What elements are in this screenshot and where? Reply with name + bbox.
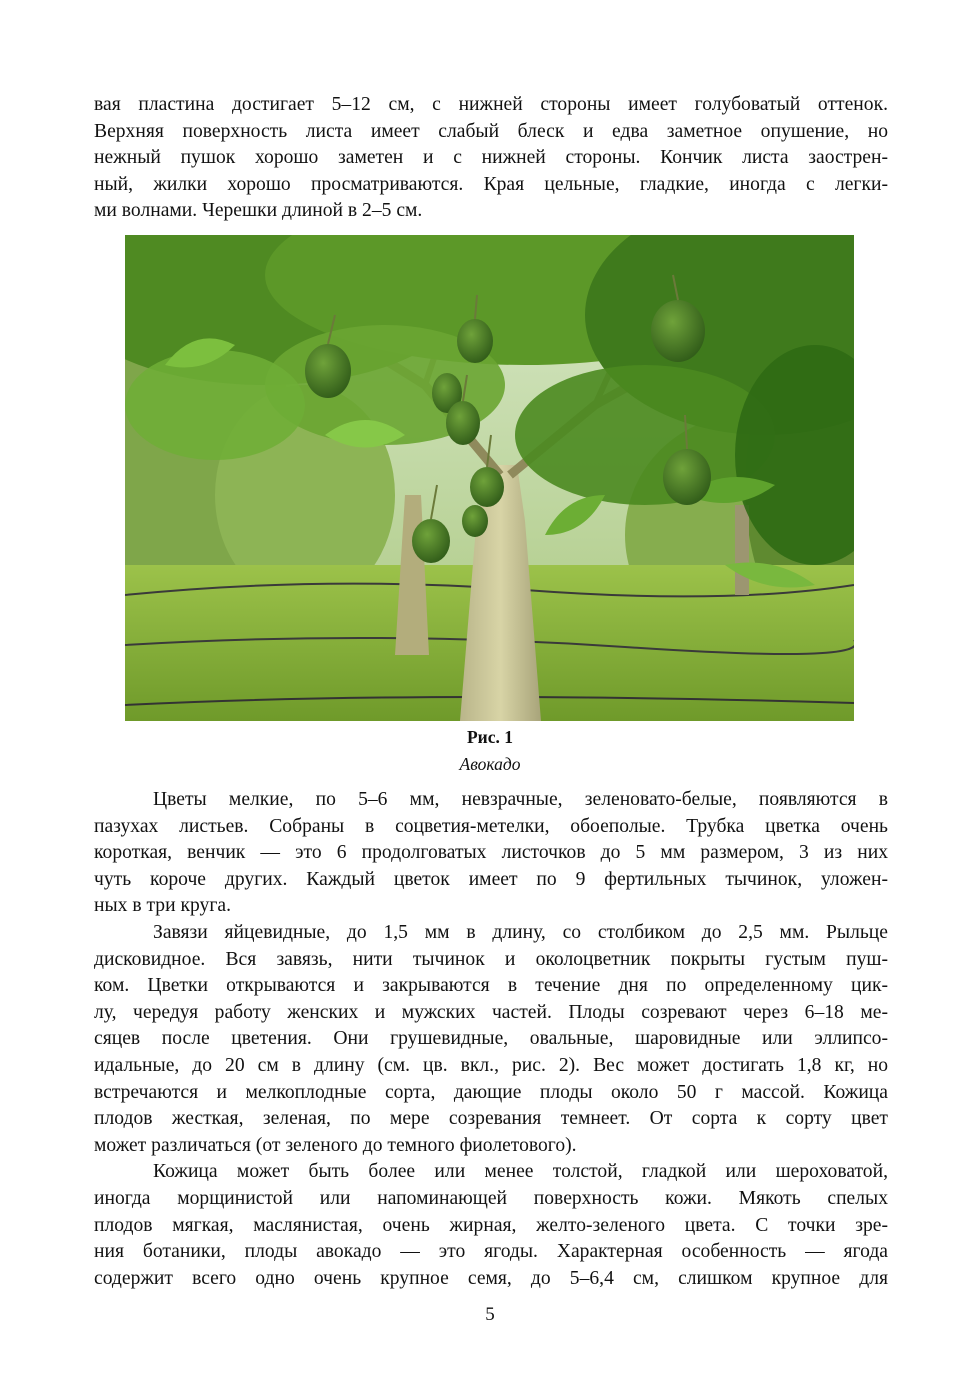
text-line: Верхняя поверхность листа имеет слабый блеск и едва заметное опушение, но: [94, 120, 888, 142]
text-line: Завязи яйцевидные, до 1,5 мм в длину, со столбиком до 2,5 мм. Рыльце: [153, 921, 888, 943]
page-number: 5: [485, 1304, 495, 1325]
figure-number: Рис. 1: [466, 727, 514, 747]
text-line: лу, чередуя работу женских и мужских частей. Плоды созревают через 6–18 ме-: [94, 1001, 888, 1023]
text-line: сяцев после цветения. Они грушевидные, овальные, шаровидные или эллипсо-: [94, 1028, 888, 1050]
text-line: Кожица может быть более или менее толстой, гладкой или шероховатой,: [153, 1161, 888, 1183]
text-line: ния ботаники, плоды авокадо — это ягоды. Характерная особенность — ягода: [94, 1241, 888, 1263]
avocado-tree-photo: [125, 235, 854, 721]
text-line: может различаться (от зеленого до темного фиолетового).: [94, 1134, 577, 1156]
body-text: [94, 787, 888, 1292]
text-line: Цветы мелкие, по 5–6 мм, невзрачные, зеленовато-белые, появляются в: [153, 789, 888, 810]
text-line: ный, жилки хорошо просматриваются. Края цельные, гладкие, иногда с легки-: [94, 173, 888, 195]
top-paragraph: [94, 92, 888, 225]
paragraph: [94, 787, 888, 920]
text-line: чуть короче других. Каждый цветок имеет по 9 фертильных тычинок, уложен-: [94, 868, 888, 890]
text-line: ных в три круга.: [94, 895, 231, 917]
text-line: содержит всего одно очень крупное семя, до 5–6,4 см, слишком крупное для: [94, 1267, 888, 1289]
text-line: короткая, венчик — это 6 продолговатых листочков до 5 мм размером, 3 из них: [94, 842, 888, 864]
text-line: встречаются и мелкоплодные сорта, дающие плоды около 50 г массой. Кожица: [94, 1081, 888, 1103]
text-line: дисковидное. Вся завязь, нити тычинок и околоцветник покрыты густым пуш-: [94, 948, 888, 970]
paragraph: [94, 1159, 888, 1292]
text-line: пазухах листьев. Собраны в соцветия-метелки, обоеполые. Трубка цветка очень: [94, 815, 888, 837]
text-line: ми волнами. Черешки длиной в 2–5 см.: [94, 200, 423, 222]
paragraph: [94, 920, 888, 1159]
text-line: идальные, до 20 см в длину (см. цв. вкл., рис. 2). Вес может достигать 1,8 кг, но: [94, 1054, 888, 1076]
text-line: нежный пушок хорошо заметен и с нижней стороны. Кончик листа заострен-: [94, 147, 888, 169]
text-line: плодов жесткая, зеленая, по мере созревания темнеет. От сорта к сорту цвет: [94, 1108, 888, 1130]
text-line: плодов мягкая, маслянистая, очень жирная, желто-зеленого цвета. С точки зре-: [94, 1214, 888, 1236]
text-line: иногда морщинистой или напоминающей поверхность кожи. Мякоть спелых: [94, 1187, 888, 1209]
text-line: ком. Цветки открываются и закрываются в течение дня по определенному цик-: [94, 975, 888, 997]
figure-title: Авокадо: [459, 754, 521, 774]
text-line: вая пластина достигает 5–12 см, с нижней стороны имеет голубоватый оттенок.: [94, 94, 888, 115]
